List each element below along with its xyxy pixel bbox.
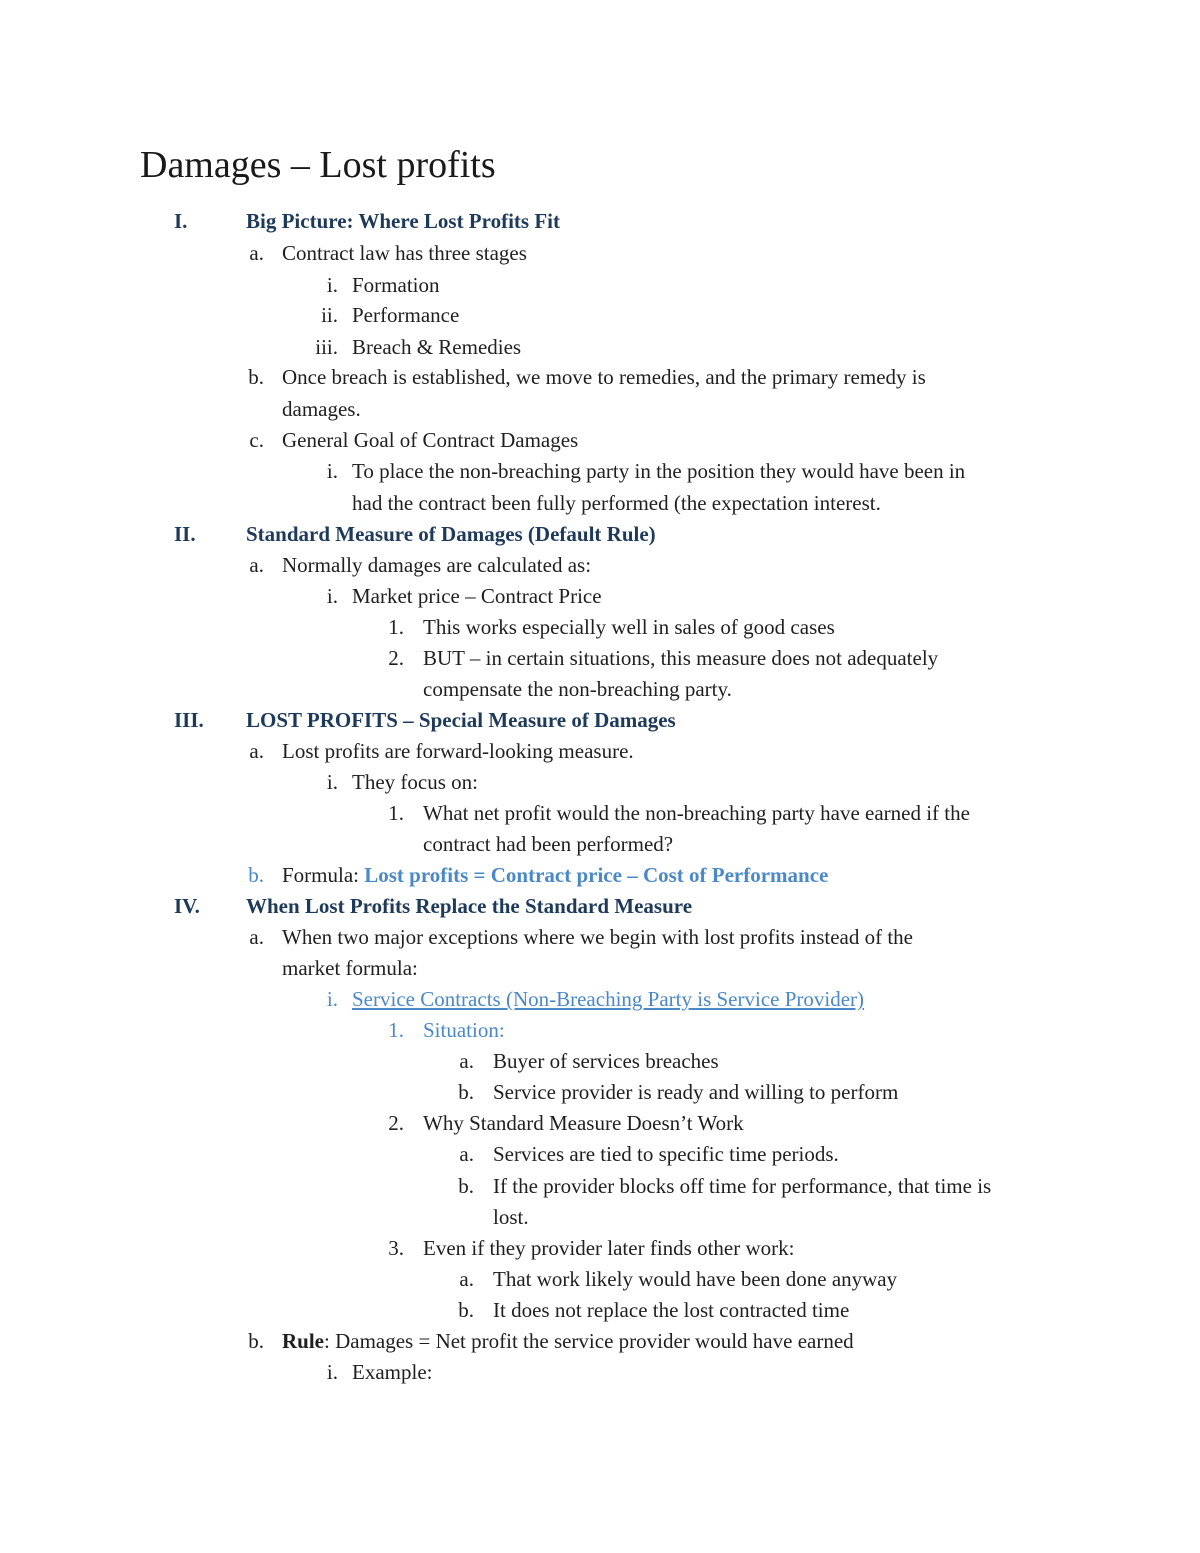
rule-label: Rule: [282, 1329, 324, 1353]
list-item-text: That work likely would have been done anyway: [493, 1267, 898, 1291]
section-heading: When Lost Profits Replace the Standard Measure: [246, 894, 693, 918]
list-marker: b.: [458, 1298, 474, 1322]
list-marker: 1.: [388, 615, 404, 639]
list-item-text: It does not replace the lost contracted time: [493, 1298, 850, 1322]
list-item-text: Service provider is ready and willing to perform: [493, 1080, 899, 1104]
list-marker: a.: [249, 241, 264, 265]
list-marker: 2.: [388, 1111, 404, 1135]
list-item-text: Buyer of services breaches: [493, 1049, 719, 1073]
section-heading: Standard Measure of Damages (Default Rule): [246, 522, 656, 546]
list-item-text: They focus on:: [352, 770, 478, 794]
list-item-text: Situation:: [423, 1018, 505, 1042]
section-heading: LOST PROFITS – Special Measure of Damages: [246, 708, 676, 732]
list-item-text: Example:: [352, 1360, 433, 1384]
list-marker: II.: [174, 522, 196, 546]
list-item-text: Services are tied to specific time periods.: [493, 1142, 839, 1166]
list-item-text: Contract law has three stages: [282, 241, 527, 265]
list-item-text: Why Standard Measure Doesn’t Work: [423, 1111, 744, 1135]
formula-text: Lost profits = Contract price – Cost of Performance: [364, 863, 829, 887]
list-marker: a.: [249, 553, 264, 577]
document-title: Damages – Lost profits: [140, 144, 496, 186]
list-marker: b.: [458, 1080, 474, 1104]
list-marker: IV.: [174, 894, 200, 918]
list-item-text: Normally damages are calculated as:: [282, 553, 592, 577]
list-marker: c.: [249, 428, 264, 452]
list-marker: a.: [249, 925, 264, 949]
list-item-text: Market price – Contract Price: [352, 584, 602, 608]
list-item-text-cont: contract had been performed?: [423, 832, 674, 856]
list-item-text: When two major exceptions where we begin with lost profits instead of the: [282, 925, 914, 949]
list-marker: ii.: [321, 303, 338, 327]
list-marker: I.: [174, 209, 188, 233]
list-marker: iii.: [315, 335, 338, 359]
list-marker: 1.: [388, 801, 404, 825]
list-marker: 3.: [388, 1236, 404, 1260]
list-marker: i.: [326, 1360, 338, 1384]
list-marker: b.: [248, 365, 264, 389]
list-marker: 2.: [388, 646, 404, 670]
list-marker: i.: [326, 273, 338, 297]
list-item-text-cont: lost.: [493, 1205, 529, 1229]
list-marker: a.: [249, 739, 264, 763]
list-marker: a.: [459, 1049, 474, 1073]
list-item-text-cont: compensate the non-breaching party.: [423, 677, 732, 701]
list-item-text: This works especially well in sales of good cases: [423, 615, 835, 639]
list-marker: b.: [248, 1329, 264, 1353]
list-marker: III.: [174, 708, 204, 732]
list-marker: i.: [326, 987, 338, 1011]
list-item-text: What net profit would the non-breaching party have earned if the: [423, 801, 970, 825]
list-marker: a.: [459, 1142, 474, 1166]
list-item-text-cont: had the contract been fully performed (the expectation interest.: [352, 491, 881, 515]
list-item-text: Formation: [352, 273, 440, 297]
list-item-text: General Goal of Contract Damages: [282, 428, 579, 452]
rule-text: : Damages = Net profit the service provider would have earned: [324, 1329, 854, 1353]
list-item-text: Lost profits are forward-looking measure.: [282, 739, 634, 763]
list-marker: i.: [326, 584, 338, 608]
list-item-text: Even if they provider later finds other work:: [423, 1236, 795, 1260]
list-item-text: To place the non-breaching party in the position they would have been in: [352, 459, 966, 483]
list-item-text: Breach & Remedies: [352, 335, 522, 359]
list-marker: i.: [326, 770, 338, 794]
list-marker: a.: [459, 1267, 474, 1291]
list-item-text: BUT – in certain situations, this measure does not adequately: [423, 646, 939, 670]
list-item-text: If the provider blocks off time for performance, that time is: [493, 1174, 992, 1198]
list-item-text-cont: damages.: [282, 397, 361, 421]
list-marker: b.: [248, 863, 264, 887]
service-contracts-link[interactable]: Service Contracts (Non-Breaching Party is Service Provider): [352, 987, 865, 1011]
list-marker: b.: [458, 1174, 474, 1198]
formula-label: Formula:: [282, 863, 365, 887]
list-marker: i.: [326, 459, 338, 483]
list-item-text: Performance: [352, 303, 460, 327]
list-item-text-cont: market formula:: [282, 956, 418, 980]
section-heading: Big Picture: Where Lost Profits Fit: [246, 209, 560, 233]
list-item-text: Once breach is established, we move to remedies, and the primary remedy is: [282, 365, 926, 389]
list-marker: 1.: [388, 1018, 404, 1042]
